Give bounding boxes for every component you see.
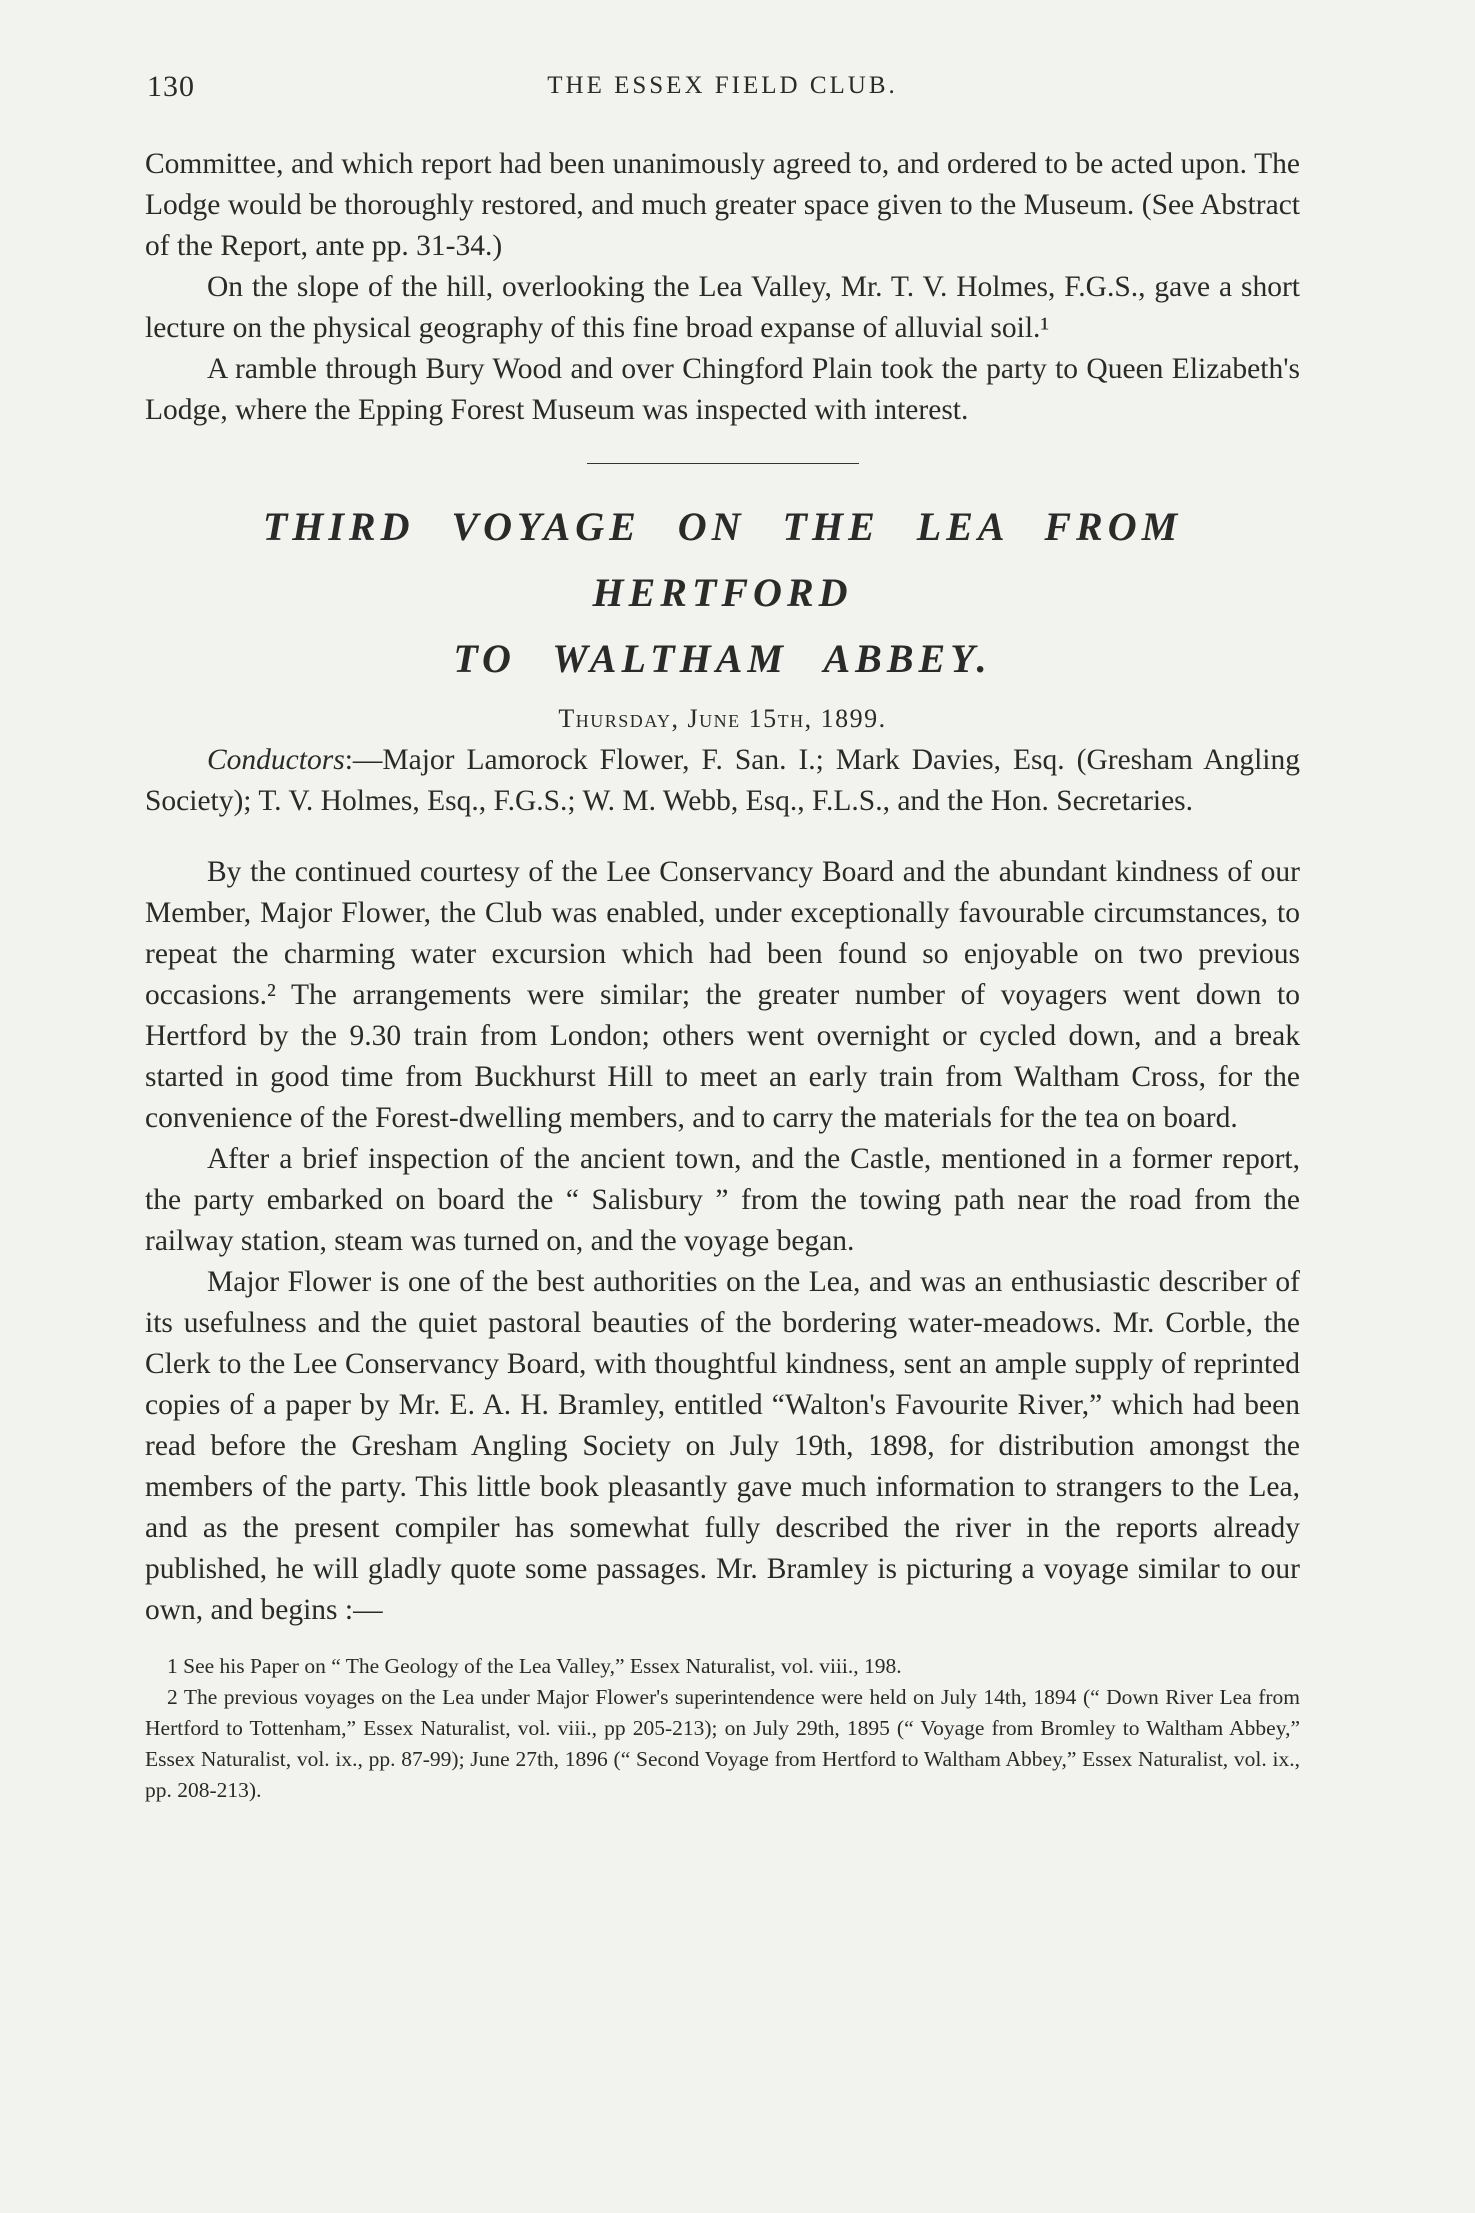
paragraph: Committee, and which report had been unanimously agreed to, and ordered to be acted upon. The Lodge would be thoroughly restored, and much greater space given to the Museum. (See Abstract of the Report, ante pp. 31-34.) [145,148,1300,262]
paragraph: A ramble through Bury Wood and over Chingford Plain took the party to Queen Elizabeth's Lodge, where the Epping Forest Museum was inspected with interest. [145,353,1300,426]
footnotes [145,1651,1300,1806]
article-date: Thursday, June 15th, 1899. [558,704,887,733]
page-body [145,144,1300,1806]
paragraph: By the continued courtesy of the Lee Conservancy Board and the abundant kindness of our Member, Major Flower, the Club was enabled, under exceptionally favourable circumstances, to repeat the charming water excursion which had been found so enjoyable on two previous occasions.² The arrangements were similar; the greater number of voyagers went down to Hertford by the 9.30 train from London; others went overnight or cycled down, and a break started in good time from Buckhurst Hill to meet an early train from Waltham Cross, for the convenience of the Forest-dwelling members, and to carry the materials for the tea on board. [145,856,1300,1134]
footnote: 2 The previous voyages on the Lea under Major Flower's superintendence were held on July 14th, 1894 (“ Down River Lea from Hertford to Tottenham,” Essex Naturalist, vol. viii., pp 205-213); on July 29th, 1895 (“ Voyage from Bromley to Waltham Abbey,” Essex Naturalist, vol. ix., pp. 87-99); June 27th, 1896 (“ Second Voyage from Hertford to Waltham Abbey,” Essex Naturalist, vol. ix., pp. 208-213). [145,1685,1300,1802]
section-divider [587,463,859,464]
conductors [145,740,1300,822]
running-head [145,70,1300,110]
paragraph: After a brief inspection of the ancient town, and the Castle, mentioned in a former report, the party embarked on board the “ Salisbury ” from the towing path near the road from the railway station, steam was turned on, and the voyage began. [145,1143,1300,1257]
paragraph: On the slope of the hill, overlooking the Lea Valley, Mr. T. V. Holmes, F.G.S., gave a short lecture on the physical geography of this fine broad expanse of alluvial soil.¹ [145,271,1300,344]
article-title-line-1: THIRD VOYAGE ON THE LEA FROM HERTFORD [262,504,1183,615]
paragraph: Major Flower is one of the best authorities on the Lea, and was an enthusiastic describer of its usefulness and the quiet pastoral beauties of the bordering water-meadows. Mr. Corble, the Clerk to the Lee Conservancy Board, with thoughtful kindness, sent an ample supply of reprinted copies of a paper by Mr. E. A. H. Bramley, entitled “Walton's Favourite River,” which had been read before the Gresham Angling Society on July 19th, 1898, for distribution amongst the members of the party. This little book pleasantly gave much information to strangers to the Lea, and as the present compiler has somewhat fully described the river in the reports already published, he will gladly quote some passages. Mr. Bramley is picturing a voyage similar to our own, and begins :— [145,1266,1300,1626]
journal-title: THE ESSEX FIELD CLUB. [547,72,898,99]
conductors-label: Conductors [207,744,345,776]
footnote: 1 See his Paper on “ The Geology of the Lea Valley,” Essex Naturalist, vol. viii., 198. [167,1654,902,1678]
conductors-text: :—Major Lamorock Flower, F. San. I.; Mark Davies, Esq. (Gresham Angling Society); T. V. Holmes, Esq., F.G.S.; W. M. Webb, Esq., F.L.S., and the Hon. Secretaries. [145,744,1300,817]
page-number: 130 [147,70,195,103]
article-title [145,494,1300,692]
article-title-line-2: TO WALTHAM ABBEY. [453,636,992,681]
